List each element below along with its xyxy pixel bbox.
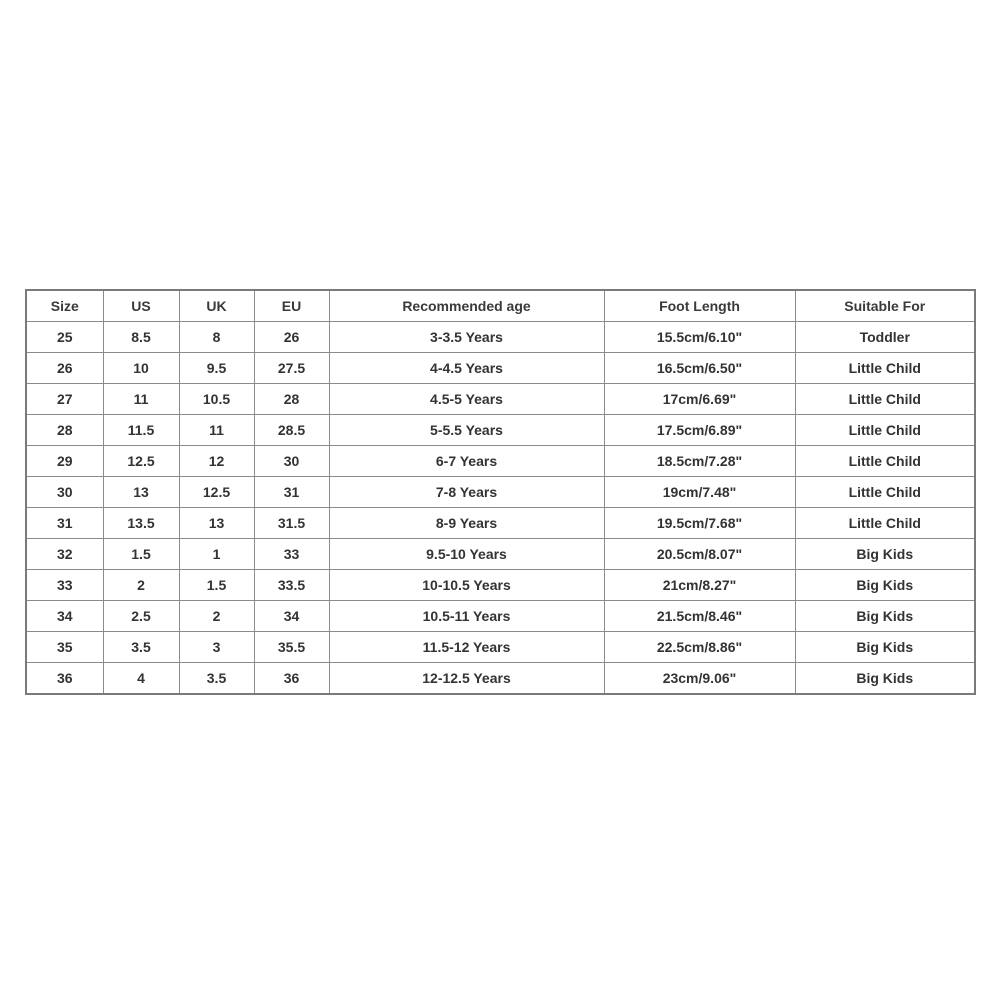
header-us: US (103, 290, 179, 322)
table-row (26, 384, 975, 415)
cell-eu: 28 (254, 384, 329, 415)
cell-recommended-age: 9.5-10 Years (329, 539, 604, 570)
cell-eu: 33.5 (254, 570, 329, 601)
cell-recommended-age: 8-9 Years (329, 508, 604, 539)
cell-suitable-for: Big Kids (795, 663, 975, 695)
cell-foot-length: 21.5cm/8.46" (604, 601, 795, 632)
cell-uk: 3 (179, 632, 254, 663)
cell-size: 31 (26, 508, 103, 539)
cell-uk: 12.5 (179, 477, 254, 508)
cell-size: 36 (26, 663, 103, 695)
table-row (26, 353, 975, 384)
cell-size: 25 (26, 322, 103, 353)
cell-uk: 10.5 (179, 384, 254, 415)
cell-eu: 33 (254, 539, 329, 570)
cell-foot-length: 16.5cm/6.50" (604, 353, 795, 384)
cell-recommended-age: 7-8 Years (329, 477, 604, 508)
cell-us: 4 (103, 663, 179, 695)
table-row (26, 477, 975, 508)
table-header (26, 290, 975, 322)
cell-recommended-age: 4.5-5 Years (329, 384, 604, 415)
cell-us: 10 (103, 353, 179, 384)
cell-size: 34 (26, 601, 103, 632)
cell-size: 33 (26, 570, 103, 601)
table-row (26, 415, 975, 446)
cell-size: 26 (26, 353, 103, 384)
cell-size: 30 (26, 477, 103, 508)
table-row (26, 446, 975, 477)
cell-eu: 31.5 (254, 508, 329, 539)
cell-suitable-for: Big Kids (795, 570, 975, 601)
header-foot-length: Foot Length (604, 290, 795, 322)
cell-uk: 13 (179, 508, 254, 539)
cell-eu: 30 (254, 446, 329, 477)
header-recommended-age: Recommended age (329, 290, 604, 322)
cell-uk: 2 (179, 601, 254, 632)
table-row (26, 322, 975, 353)
cell-recommended-age: 4-4.5 Years (329, 353, 604, 384)
cell-foot-length: 20.5cm/8.07" (604, 539, 795, 570)
cell-size: 35 (26, 632, 103, 663)
header-row (26, 290, 975, 322)
cell-suitable-for: Little Child (795, 508, 975, 539)
table-row (26, 663, 975, 695)
cell-size: 28 (26, 415, 103, 446)
cell-uk: 9.5 (179, 353, 254, 384)
cell-uk: 8 (179, 322, 254, 353)
header-suitable-for: Suitable For (795, 290, 975, 322)
cell-us: 2 (103, 570, 179, 601)
cell-us: 11.5 (103, 415, 179, 446)
table-row (26, 601, 975, 632)
cell-eu: 28.5 (254, 415, 329, 446)
cell-suitable-for: Little Child (795, 415, 975, 446)
cell-foot-length: 19cm/7.48" (604, 477, 795, 508)
cell-suitable-for: Big Kids (795, 539, 975, 570)
cell-foot-length: 17.5cm/6.89" (604, 415, 795, 446)
cell-us: 2.5 (103, 601, 179, 632)
cell-size: 29 (26, 446, 103, 477)
cell-suitable-for: Little Child (795, 477, 975, 508)
cell-eu: 36 (254, 663, 329, 695)
cell-us: 13 (103, 477, 179, 508)
cell-us: 1.5 (103, 539, 179, 570)
table-row (26, 570, 975, 601)
header-uk: UK (179, 290, 254, 322)
cell-us: 12.5 (103, 446, 179, 477)
cell-suitable-for: Little Child (795, 384, 975, 415)
table-row (26, 539, 975, 570)
cell-foot-length: 22.5cm/8.86" (604, 632, 795, 663)
cell-uk: 12 (179, 446, 254, 477)
cell-foot-length: 21cm/8.27" (604, 570, 795, 601)
cell-suitable-for: Big Kids (795, 632, 975, 663)
cell-us: 11 (103, 384, 179, 415)
cell-recommended-age: 11.5-12 Years (329, 632, 604, 663)
cell-foot-length: 23cm/9.06" (604, 663, 795, 695)
cell-eu: 34 (254, 601, 329, 632)
header-eu: EU (254, 290, 329, 322)
cell-recommended-age: 10.5-11 Years (329, 601, 604, 632)
cell-recommended-age: 12-12.5 Years (329, 663, 604, 695)
table-row (26, 508, 975, 539)
cell-eu: 27.5 (254, 353, 329, 384)
cell-us: 3.5 (103, 632, 179, 663)
cell-recommended-age: 3-3.5 Years (329, 322, 604, 353)
cell-uk: 1 (179, 539, 254, 570)
size-chart-table (25, 289, 976, 695)
cell-suitable-for: Little Child (795, 353, 975, 384)
cell-us: 8.5 (103, 322, 179, 353)
cell-foot-length: 18.5cm/7.28" (604, 446, 795, 477)
cell-eu: 35.5 (254, 632, 329, 663)
cell-eu: 31 (254, 477, 329, 508)
cell-recommended-age: 5-5.5 Years (329, 415, 604, 446)
cell-suitable-for: Toddler (795, 322, 975, 353)
cell-size: 27 (26, 384, 103, 415)
cell-foot-length: 15.5cm/6.10" (604, 322, 795, 353)
cell-suitable-for: Little Child (795, 446, 975, 477)
table-body (26, 322, 975, 695)
cell-recommended-age: 6-7 Years (329, 446, 604, 477)
cell-uk: 3.5 (179, 663, 254, 695)
cell-eu: 26 (254, 322, 329, 353)
cell-size: 32 (26, 539, 103, 570)
cell-uk: 11 (179, 415, 254, 446)
table-row (26, 632, 975, 663)
cell-foot-length: 17cm/6.69" (604, 384, 795, 415)
cell-suitable-for: Big Kids (795, 601, 975, 632)
cell-us: 13.5 (103, 508, 179, 539)
header-size: Size (26, 290, 103, 322)
cell-foot-length: 19.5cm/7.68" (604, 508, 795, 539)
cell-uk: 1.5 (179, 570, 254, 601)
cell-recommended-age: 10-10.5 Years (329, 570, 604, 601)
